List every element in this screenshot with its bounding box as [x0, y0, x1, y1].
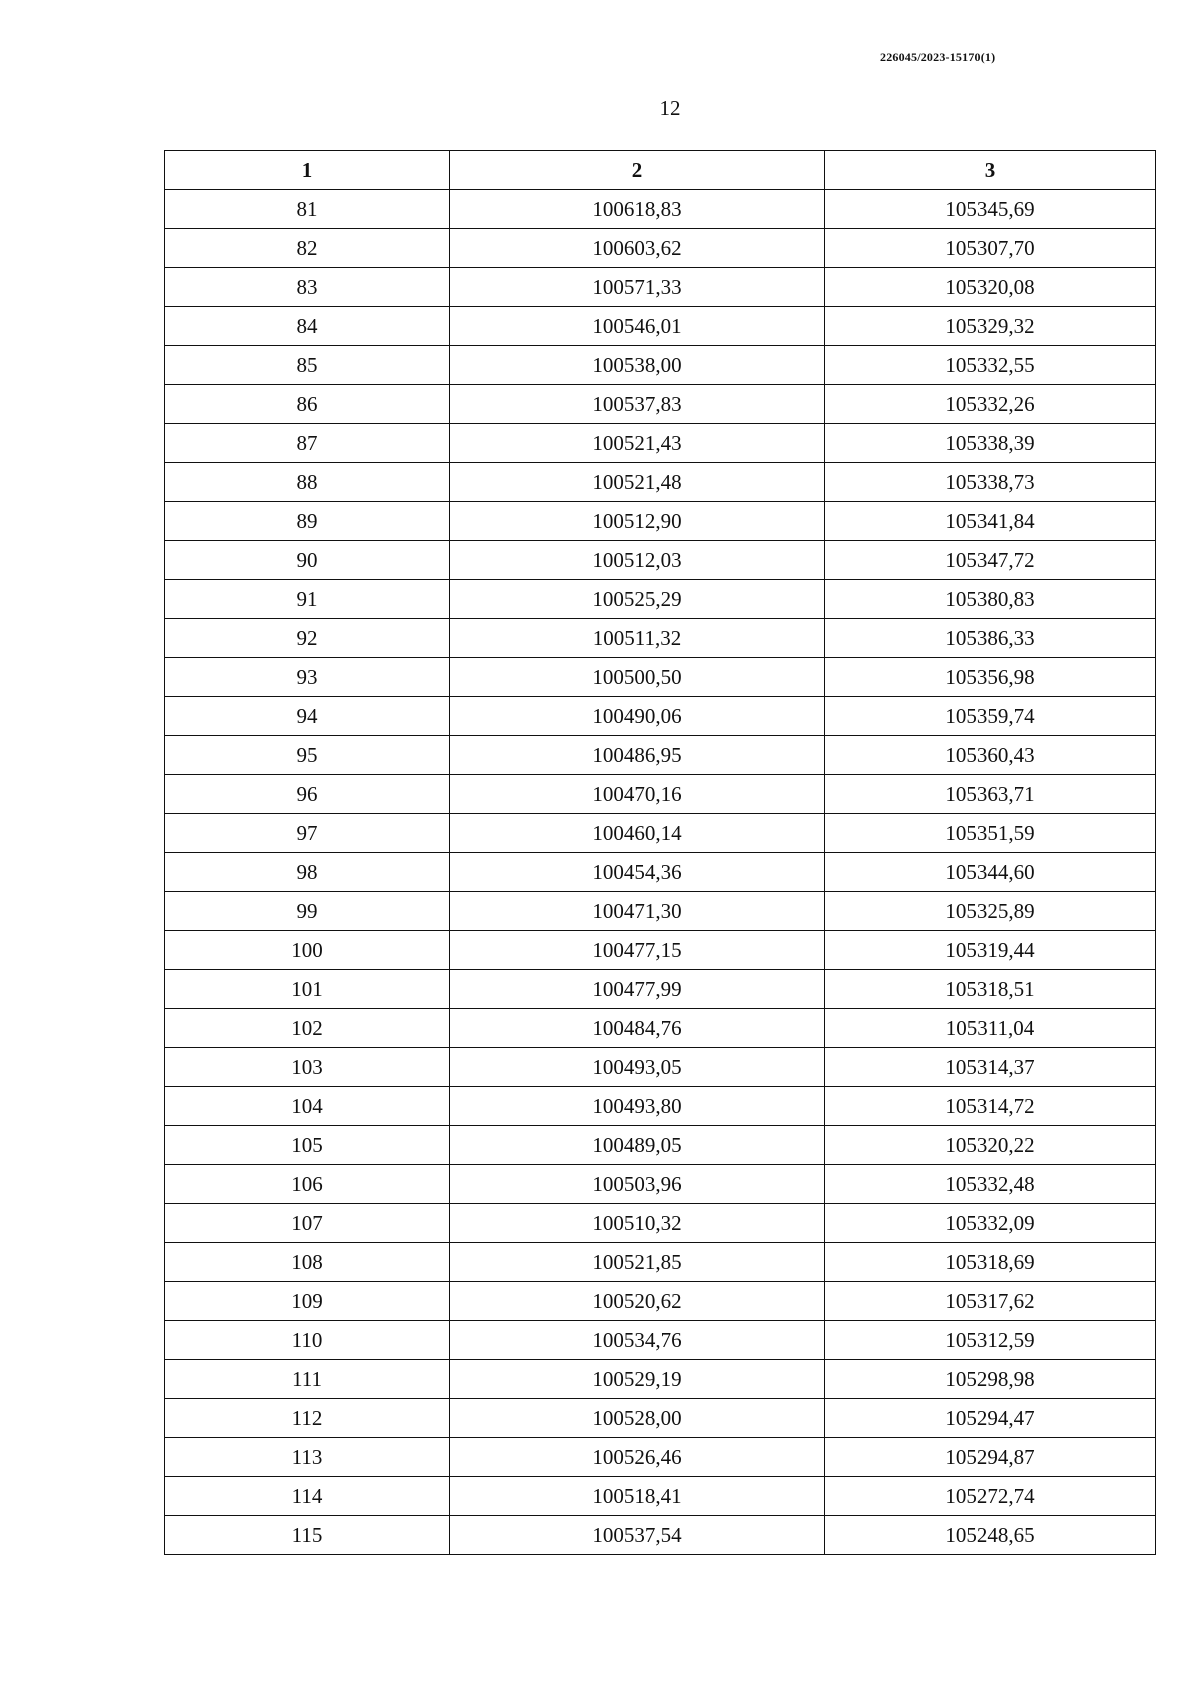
table-row: [165, 1477, 1156, 1516]
point-number-cell: 100: [165, 931, 450, 970]
point-number-cell: 115: [165, 1516, 450, 1555]
coordinate-y-cell: 105344,60: [825, 853, 1156, 892]
coordinate-x-cell: 100537,83: [450, 385, 825, 424]
table-row: [165, 970, 1156, 1009]
coordinate-x-cell: 100511,32: [450, 619, 825, 658]
table-row: [165, 541, 1156, 580]
coordinate-y-cell: 105363,71: [825, 775, 1156, 814]
coordinate-x-cell: 100454,36: [450, 853, 825, 892]
table-row: [165, 1516, 1156, 1555]
table-row: [165, 580, 1156, 619]
table-row: [165, 307, 1156, 346]
coordinate-y-cell: 105272,74: [825, 1477, 1156, 1516]
coordinate-x-cell: 100571,33: [450, 268, 825, 307]
table-body: [165, 190, 1156, 1555]
coordinate-x-cell: 100470,16: [450, 775, 825, 814]
point-number-cell: 91: [165, 580, 450, 619]
table-row: [165, 1282, 1156, 1321]
point-number-cell: 97: [165, 814, 450, 853]
table-row: [165, 1321, 1156, 1360]
coordinate-y-cell: 105380,83: [825, 580, 1156, 619]
coordinate-y-cell: 105332,55: [825, 346, 1156, 385]
coordinate-y-cell: 105351,59: [825, 814, 1156, 853]
table-row: [165, 736, 1156, 775]
coordinate-x-cell: 100486,95: [450, 736, 825, 775]
coordinate-y-cell: 105298,98: [825, 1360, 1156, 1399]
coordinate-y-cell: 105320,08: [825, 268, 1156, 307]
table-row: [165, 463, 1156, 502]
point-number-cell: 104: [165, 1087, 450, 1126]
table-row: [165, 1048, 1156, 1087]
table-row: [165, 385, 1156, 424]
point-number-cell: 99: [165, 892, 450, 931]
coordinate-x-cell: 100526,46: [450, 1438, 825, 1477]
coordinate-x-cell: 100618,83: [450, 190, 825, 229]
coordinate-x-cell: 100493,80: [450, 1087, 825, 1126]
point-number-cell: 114: [165, 1477, 450, 1516]
coordinate-x-cell: 100477,15: [450, 931, 825, 970]
coordinate-y-cell: 105314,37: [825, 1048, 1156, 1087]
point-number-cell: 95: [165, 736, 450, 775]
table-row: [165, 190, 1156, 229]
point-number-cell: 94: [165, 697, 450, 736]
coordinate-y-cell: 105325,89: [825, 892, 1156, 931]
table-row: [165, 658, 1156, 697]
coordinate-x-cell: 100512,03: [450, 541, 825, 580]
page-number: 12: [659, 96, 681, 120]
point-number-cell: 101: [165, 970, 450, 1009]
point-number-cell: 84: [165, 307, 450, 346]
table-row: [165, 775, 1156, 814]
coordinate-x-cell: 100520,62: [450, 1282, 825, 1321]
point-number-cell: 88: [165, 463, 450, 502]
point-number-cell: 110: [165, 1321, 450, 1360]
coordinate-x-cell: 100471,30: [450, 892, 825, 931]
coordinate-y-cell: 105312,59: [825, 1321, 1156, 1360]
point-number-cell: 96: [165, 775, 450, 814]
point-number-cell: 83: [165, 268, 450, 307]
point-number-cell: 111: [165, 1360, 450, 1399]
point-number-cell: 108: [165, 1243, 450, 1282]
coordinate-y-cell: 105338,73: [825, 463, 1156, 502]
coordinate-x-cell: 100518,41: [450, 1477, 825, 1516]
document-reference: 226045/2023-15170(1): [880, 50, 996, 64]
table-row: [165, 1438, 1156, 1477]
coordinate-x-cell: 100489,05: [450, 1126, 825, 1165]
coordinate-y-cell: 105386,33: [825, 619, 1156, 658]
table-row: [165, 502, 1156, 541]
coordinate-y-cell: 105359,74: [825, 697, 1156, 736]
coordinate-y-cell: 105345,69: [825, 190, 1156, 229]
point-number-cell: 92: [165, 619, 450, 658]
table-row: [165, 1126, 1156, 1165]
table-row: [165, 1360, 1156, 1399]
coordinate-y-cell: 105317,62: [825, 1282, 1156, 1321]
table-row: [165, 1087, 1156, 1126]
coordinate-y-cell: 105332,26: [825, 385, 1156, 424]
table-row: [165, 268, 1156, 307]
point-number-cell: 89: [165, 502, 450, 541]
table-row: [165, 1399, 1156, 1438]
table-row: [165, 697, 1156, 736]
table-header: [165, 151, 1156, 190]
coordinate-x-cell: 100484,76: [450, 1009, 825, 1048]
point-number-cell: 102: [165, 1009, 450, 1048]
coordinates-table: [164, 150, 1156, 1555]
point-number-cell: 86: [165, 385, 450, 424]
table-row: [165, 619, 1156, 658]
point-number-cell: 107: [165, 1204, 450, 1243]
point-number-cell: 113: [165, 1438, 450, 1477]
coordinate-x-cell: 100528,00: [450, 1399, 825, 1438]
table-row: [165, 424, 1156, 463]
coordinate-x-cell: 100537,54: [450, 1516, 825, 1555]
point-number-cell: 82: [165, 229, 450, 268]
table-row: [165, 1009, 1156, 1048]
coordinate-x-cell: 100503,96: [450, 1165, 825, 1204]
coordinate-y-cell: 105320,22: [825, 1126, 1156, 1165]
coordinate-y-cell: 105338,39: [825, 424, 1156, 463]
coordinate-x-cell: 100534,76: [450, 1321, 825, 1360]
coordinate-y-cell: 105332,09: [825, 1204, 1156, 1243]
header-row: [165, 151, 1156, 190]
coordinate-y-cell: 105314,72: [825, 1087, 1156, 1126]
coordinate-x-cell: 100512,90: [450, 502, 825, 541]
coordinate-x-cell: 100493,05: [450, 1048, 825, 1087]
coordinate-y-cell: 105294,87: [825, 1438, 1156, 1477]
coordinate-y-cell: 105318,51: [825, 970, 1156, 1009]
table-row: [165, 814, 1156, 853]
column-header-2: 2: [450, 151, 825, 190]
point-number-cell: 87: [165, 424, 450, 463]
table-row: [165, 931, 1156, 970]
coordinate-y-cell: 105311,04: [825, 1009, 1156, 1048]
coordinate-x-cell: 100603,62: [450, 229, 825, 268]
coordinate-x-cell: 100477,99: [450, 970, 825, 1009]
coordinate-y-cell: 105347,72: [825, 541, 1156, 580]
point-number-cell: 98: [165, 853, 450, 892]
point-number-cell: 81: [165, 190, 450, 229]
coordinate-y-cell: 105318,69: [825, 1243, 1156, 1282]
table-row: [165, 892, 1156, 931]
coordinate-x-cell: 100510,32: [450, 1204, 825, 1243]
coordinate-x-cell: 100546,01: [450, 307, 825, 346]
coordinate-y-cell: 105294,47: [825, 1399, 1156, 1438]
coordinate-y-cell: 105360,43: [825, 736, 1156, 775]
point-number-cell: 93: [165, 658, 450, 697]
coordinate-y-cell: 105341,84: [825, 502, 1156, 541]
table-row: [165, 346, 1156, 385]
coordinate-y-cell: 105248,65: [825, 1516, 1156, 1555]
coordinate-y-cell: 105329,32: [825, 307, 1156, 346]
table-row: [165, 229, 1156, 268]
point-number-cell: 90: [165, 541, 450, 580]
point-number-cell: 105: [165, 1126, 450, 1165]
point-number-cell: 85: [165, 346, 450, 385]
coordinate-x-cell: 100490,06: [450, 697, 825, 736]
point-number-cell: 112: [165, 1399, 450, 1438]
coordinate-y-cell: 105319,44: [825, 931, 1156, 970]
table-row: [165, 853, 1156, 892]
coordinate-x-cell: 100525,29: [450, 580, 825, 619]
coordinate-y-cell: 105356,98: [825, 658, 1156, 697]
coordinate-x-cell: 100521,48: [450, 463, 825, 502]
coordinate-x-cell: 100521,43: [450, 424, 825, 463]
point-number-cell: 103: [165, 1048, 450, 1087]
point-number-cell: 109: [165, 1282, 450, 1321]
table-row: [165, 1204, 1156, 1243]
coordinate-x-cell: 100538,00: [450, 346, 825, 385]
coordinate-x-cell: 100500,50: [450, 658, 825, 697]
table-row: [165, 1165, 1156, 1204]
coordinate-y-cell: 105332,48: [825, 1165, 1156, 1204]
column-header-1: 1: [165, 151, 450, 190]
coordinate-x-cell: 100460,14: [450, 814, 825, 853]
column-header-3: 3: [825, 151, 1156, 190]
table-row: [165, 1243, 1156, 1282]
coordinate-x-cell: 100521,85: [450, 1243, 825, 1282]
coordinate-x-cell: 100529,19: [450, 1360, 825, 1399]
coordinate-y-cell: 105307,70: [825, 229, 1156, 268]
point-number-cell: 106: [165, 1165, 450, 1204]
